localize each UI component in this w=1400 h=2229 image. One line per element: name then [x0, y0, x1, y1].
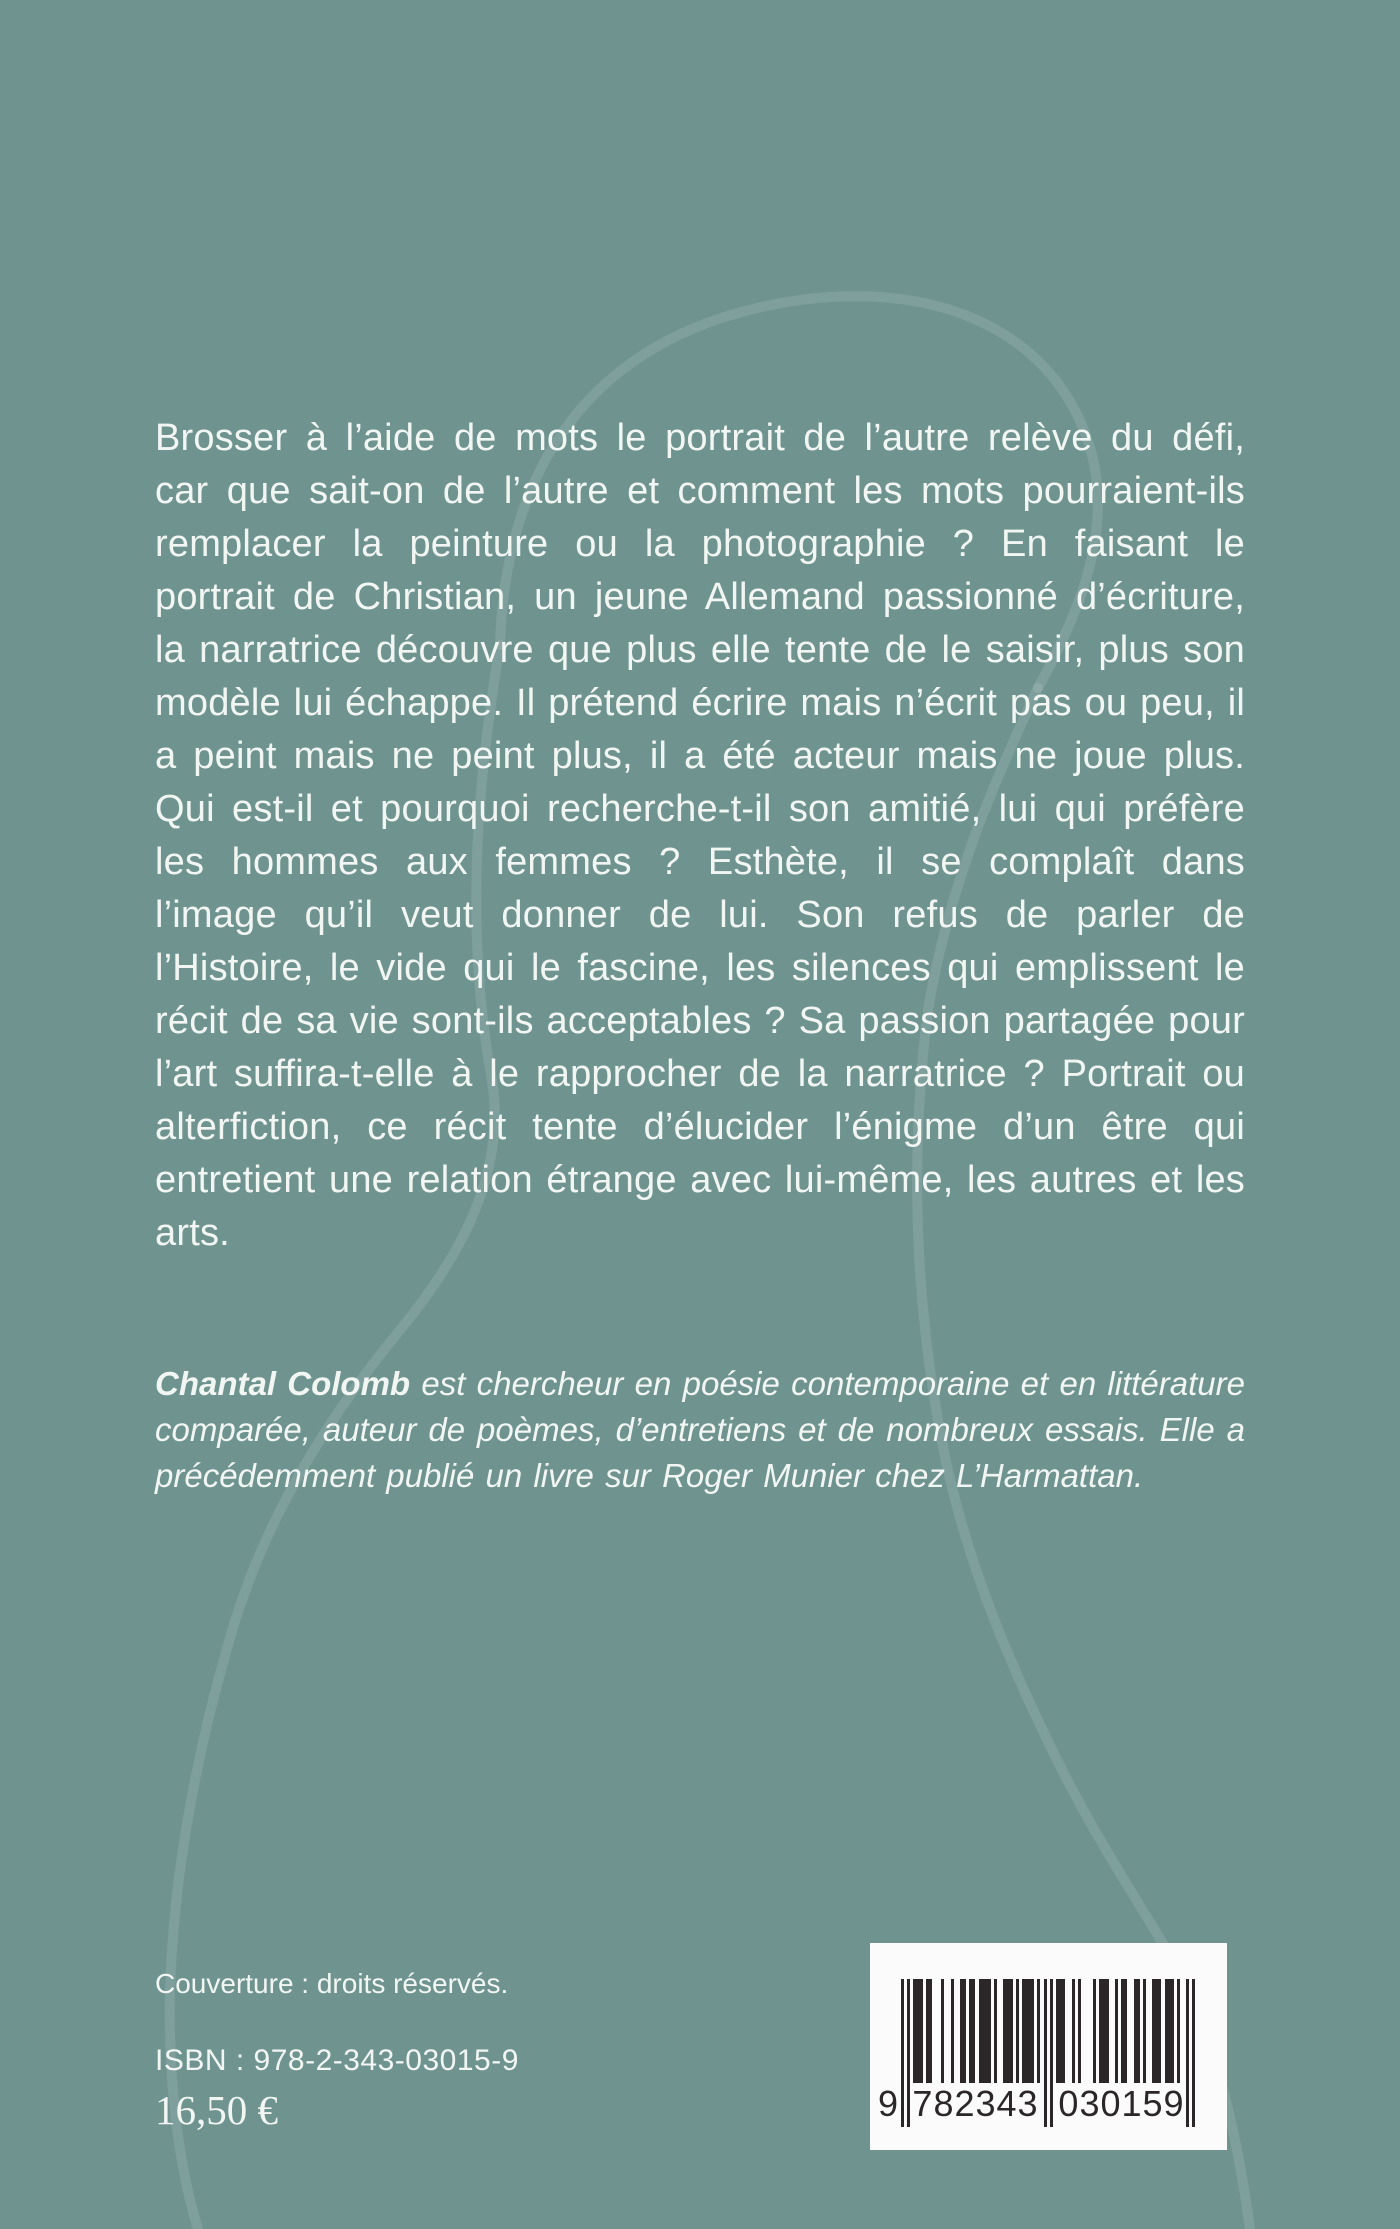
barcode-bar: [901, 1979, 904, 2127]
barcode-bar: [941, 1979, 944, 2083]
barcode-bar: [1134, 1979, 1140, 2083]
barcode-bar: [1143, 1979, 1146, 2083]
author-bio-text: est chercheur en poésie contemporaine et en littérature comparée, auteur de poèmes, d’entretiens et de nombreux essais. Elle a précédemment publié un livre sur Roger Munier chez L’Harmattan.: [155, 1365, 1245, 1494]
barcode-bar: [1016, 1979, 1019, 2083]
barcode-bar: [1072, 1979, 1075, 2083]
barcode-bar: [1152, 1979, 1161, 2083]
ean13-barcode: [870, 1943, 1227, 2150]
barcode-bar: [1022, 1979, 1034, 2083]
barcode-bar: [1099, 1979, 1108, 2083]
isbn-text: ISBN : 978-2-343-03015-9: [155, 2044, 519, 2077]
barcode-bar: [1192, 1979, 1195, 2127]
barcode-digit-first: 9: [877, 2083, 899, 2124]
barcode-bar: [1078, 1979, 1081, 2083]
barcode-bar: [1093, 1979, 1096, 2083]
barcode-bar: [1044, 1979, 1047, 2127]
synopsis-text: Brosser à l’aide de mots le portrait de l’autre relève du défi, car que sait-on de l’autre et comment les mots pourraient-ils remplacer la peinture ou la photographie ? En faisant le portrait de Christian, un jeune Allemand passionné d’écriture, la narratrice découvre que plus elle tente de le saisir, plus son modèle lui échappe. Il prétend écrire mais n’écrit pas ou peu, il a peint mais ne peint plus, il a été acteur mais ne joue plus. Qui est-il et pourquoi recherche-t-il son amitié, lui qui préfère les hommes aux femmes ? Esthète, il se complaît dans l’image qu’il veut donner de lui. Son refus de parler de l’Histoire, le vide qui le fascine, les silences qui emplissent le récit de sa vie sont-ils acceptables ? Sa passion partagée pour l’art suffira-t-elle à le rapprocher de la narratrice ? Portrait ou alterfiction, ce récit tente d’élucider l’énigme d’un être qui entretient une relation étrange avec lui-même, les autres et les arts.: [155, 417, 1245, 1254]
barcode-bar: [951, 1979, 954, 2083]
barcode-bar: [926, 1979, 932, 2083]
barcode-bar: [1050, 1979, 1053, 2127]
barcode-digits-left: 782343: [912, 2083, 1039, 2124]
cover-credit: Couverture : droits réservés.: [155, 1968, 509, 1999]
barcode-bar: [1165, 1979, 1174, 2083]
barcode-bar: [1115, 1979, 1118, 2083]
barcode-bar: [1037, 1979, 1040, 2083]
author-name: Chantal Colomb: [155, 1365, 411, 1402]
price-text: 16,50 €: [155, 2087, 278, 2133]
barcode-bar: [960, 1979, 966, 2083]
author-bio: [155, 1361, 1245, 1499]
barcode-bar: [979, 1979, 991, 2083]
barcode-bar: [1177, 1979, 1180, 2083]
barcode-digits-right: 030159: [1058, 2083, 1185, 2124]
barcode-bar: [994, 1979, 997, 2083]
barcode-bar: [913, 1979, 922, 2083]
barcode-bar: [1121, 1979, 1127, 2083]
barcode-bar: [1003, 1979, 1012, 2083]
barcode-bar: [969, 1979, 975, 2083]
barcode-bar: [1056, 1979, 1065, 2083]
